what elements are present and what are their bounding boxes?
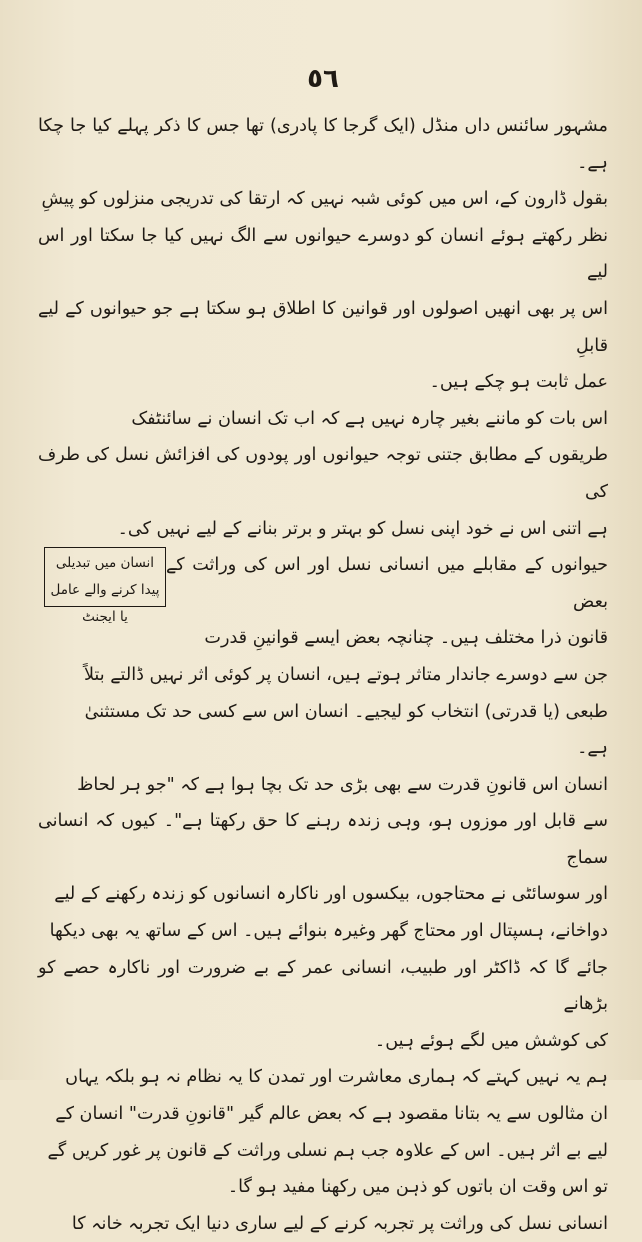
text-line: طریقوں کے مطابق جتنی توجہ حیوانوں اور پودوں کی افزائش نسل کی طرف کی (38, 445, 608, 502)
text-line: ان مثالوں سے یہ بتانا مقصود ہے کہ بعض عالم گیر "قانونِ قدرت" انسان کے (55, 1104, 608, 1125)
text-line: ہے اتنی اس نے خود اپنی نسل کو بہتر و برتر بنانے کے لیے نہیں کی۔ (117, 518, 608, 539)
text-line: قانون ذرا مختلف ہیں۔ چنانچہ بعض ایسے قوانینِ قدرت (204, 628, 608, 649)
text-line: حیوانوں کے مقابلے میں انسانی نسل اور اس کی وراثت کے بعض (166, 555, 608, 612)
text-line: اس پر بھی انھیں اصولوں اور قوانین کا اطلاق ہو سکتا ہے جو حیوانوں کے لیے قابلِ (38, 298, 608, 356)
text-line: دواخانے، ہسپتال اور محتاج گھر وغیرہ بنوائے ہیں۔ اس کے ساتھ یہ بھی دیکھا (49, 921, 608, 942)
paragraph-3 (38, 547, 608, 767)
paragraph-2 (38, 401, 608, 547)
text-line: لیے بے اثر ہیں۔ اس کے علاوہ جب ہم نسلی وراثت کے قانون پر غور کریں گے (47, 1140, 608, 1161)
text-line: جائے گا کہ ڈاکٹر اور طبیب، انسانی عمر کے بے ضرورت اور ناکارہ حصے کو بڑھانے (38, 957, 608, 1015)
margin-note-row (38, 547, 608, 657)
text-line: اس بات کو ماننے بغیر چارہ نہیں ہے کہ اب تک انسان نے سائنٹفک (131, 408, 608, 429)
text-line: ہے۔ (577, 738, 608, 759)
paragraph-6 (38, 1206, 608, 1242)
text-line: نظر رکھتے ہوئے انسان کو دوسرے حیوانوں سے الگ نہیں کیا جا سکتا اور اس لیے (38, 225, 608, 283)
text-line: انسانی نسل کی وراثت پر تجربہ کرنے کے لیے ساری دنیا ایک تجربہ خانہ کا (71, 1213, 608, 1234)
paragraph-4 (38, 767, 608, 1060)
text-line: بقول ڈارون کے، اس میں کوئی شبہ نہیں کہ ارتقا کی تدریجی منزلوں کو پیشِ (41, 189, 608, 210)
text-line: مشہور سائنس داں منڈل (ایک گرجا کا پادری) تھا جس کا ذکر پہلے کیا جا چکا ہے۔ (38, 116, 608, 173)
note-adjacent-text (166, 547, 608, 657)
text-line: جن سے دوسرے جاندار متاثر ہوتے ہیں، انسان پر کوئی اثر نہیں ڈالتے بتلاً (83, 664, 608, 685)
text-line: کی کوشش میں لگے ہوئے ہیں۔ (374, 1030, 608, 1051)
text-line: سے قابل اور موزوں ہو، وہی زندہ رہنے کا حق رکھتا ہے"۔ کیوں کہ انسانی سماج (38, 811, 608, 868)
margin-note-box: انسان میں تبدیلی پیدا کرنے والے عامل یا ایجنٹ (44, 547, 166, 607)
text-line: عمل ثابت ہو چکے ہیں۔ (429, 372, 608, 393)
text-line: تو اس وقت ان باتوں کو ذہن میں رکھنا مفید ہو گا۔ (227, 1177, 608, 1198)
page-body (38, 108, 608, 1242)
text-line: اور سوسائٹی نے محتاجوں، بیکسوں اور ناکارہ انسانوں کو زندہ رکھنے کے لیے (54, 884, 608, 905)
page-number: ٥٦ (307, 64, 339, 94)
paragraph-5 (38, 1059, 608, 1205)
paragraph-1 (38, 108, 608, 401)
text-line: انسان اس قانونِ قدرت سے بھی بڑی حد تک بچا ہوا ہے کہ "جو ہر لحاظ (77, 774, 608, 795)
text-line: ہم یہ نہیں کہتے کہ ہماری معاشرت اور تمدن کا یہ نظام نہ ہو بلکہ یہاں (65, 1067, 608, 1088)
text-line: طبعی (یا قدرتی) انتخاب کو لیجیے۔ انسان اس سے کسی حد تک مستثنیٰ (84, 701, 608, 722)
